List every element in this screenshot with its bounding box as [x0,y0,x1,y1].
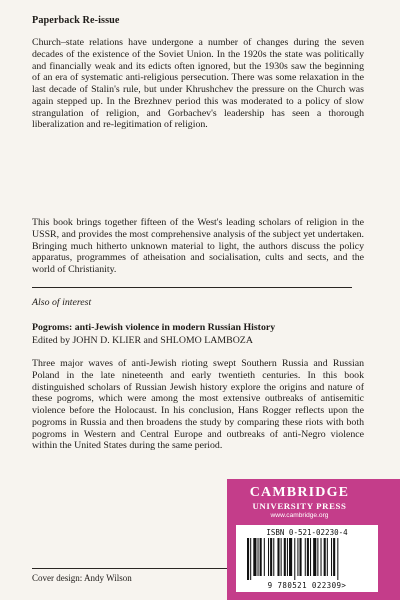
publisher-block [227,479,400,600]
barcode-bar [287,538,288,576]
barcode-bar [297,538,298,576]
barcode-bar [313,538,316,576]
barcode-add-on: > [341,581,347,590]
barcode-bar [273,538,274,576]
barcode-bar [250,538,251,580]
barcode-bar [253,538,256,576]
related-book-title: Pogroms: anti-Jewish violence in modern Russian History [32,322,276,333]
divider-rule [32,287,352,288]
barcode-bar [289,538,292,576]
barcode-bar [264,538,265,576]
publisher-name: CAMBRIDGE [249,485,350,500]
barcode-bar [327,538,328,576]
barcode-bar [317,538,318,576]
barcode-bar [324,538,326,576]
related-book-description: Three major waves of anti-Jewish rioting swept Southern Russia and Russian Poland in the late nineteenth and early twentieth centuries. In this book distinguished scholars of Russian Jewish history explore the origins and nature of these pogroms, which were among the most extensive outbreaks of antisemitic violence before the Holocaust. In his conclusion, Hans Rogger reflects upon the pogroms in Russia and then broadens the study by comparing these riots with both pogroms in Western and Central Europe and outbreaks of anti-Negro violence within the United States during the same period. [32,358,364,452]
barcode-bar [337,538,338,580]
barcode-bar [331,538,332,576]
barcode-digit-text: 9 780521 022309 [267,581,342,590]
barcode-digits [236,581,378,590]
barcode-bar [270,538,272,576]
also-of-interest-label: Also of interest [32,297,92,308]
barcode-bar [294,538,295,580]
barcode-bar [268,538,269,576]
barcode-bar [247,538,249,580]
barcode-bar [260,538,262,576]
barcode-bar [284,538,286,576]
reissue-heading: Paperback Re-issue [32,15,120,26]
isbn-number: ISBN 0-521-02230-4 [266,528,348,537]
related-book-editors: Edited by JOHN D. KLIER and SHLOMO LAMBOZA [32,335,253,346]
barcode-panel [236,525,378,592]
barcode-bar [258,538,259,576]
cover-design-credit: Cover design: Andy Wilson [32,573,132,583]
barcode-icon [247,538,369,580]
barcode-bar [307,538,309,576]
barcode-bar [277,538,279,576]
barcode-bar [333,538,335,576]
barcode-bar [281,538,282,576]
barcode-bar [321,538,322,576]
description-paragraph-1: Church–state relations have undergone a number of changes during the seven decades of the existence of the Soviet Union. In the 1920s the state was politically and financially weak and its edicts often ignored, but the 1930s saw the beginning of an era of systematic anti-religious persecution. There was some relaxation in the last decade of Stalin's rule, but under Khrushchev the pressure on the Church was again stepped up. In the Brezhnev period this was moderated to a policy of slow strangulation of religion, and Gorbachev's leadership has seen a thorough liberalization and re-legitimation of religion. [32,37,364,131]
barcode-bar [310,538,311,576]
barcode-bar [305,538,306,576]
publisher-press: UNIVERSITY PRESS [252,501,347,511]
barcode-bar [300,538,302,576]
publisher-url: www.cambridge.org [270,512,329,519]
description-paragraph-2: This book brings together fifteen of the West's leading scholars of religion in the USSR, and provides the most comprehensive analysis of the subject yet undertaken. Bringing much hitherto unknown material to light, the authors discuss the policy apparatus, programmes of atheisation and socialisation, cults and sects, and the world of Christianity. [32,217,364,275]
